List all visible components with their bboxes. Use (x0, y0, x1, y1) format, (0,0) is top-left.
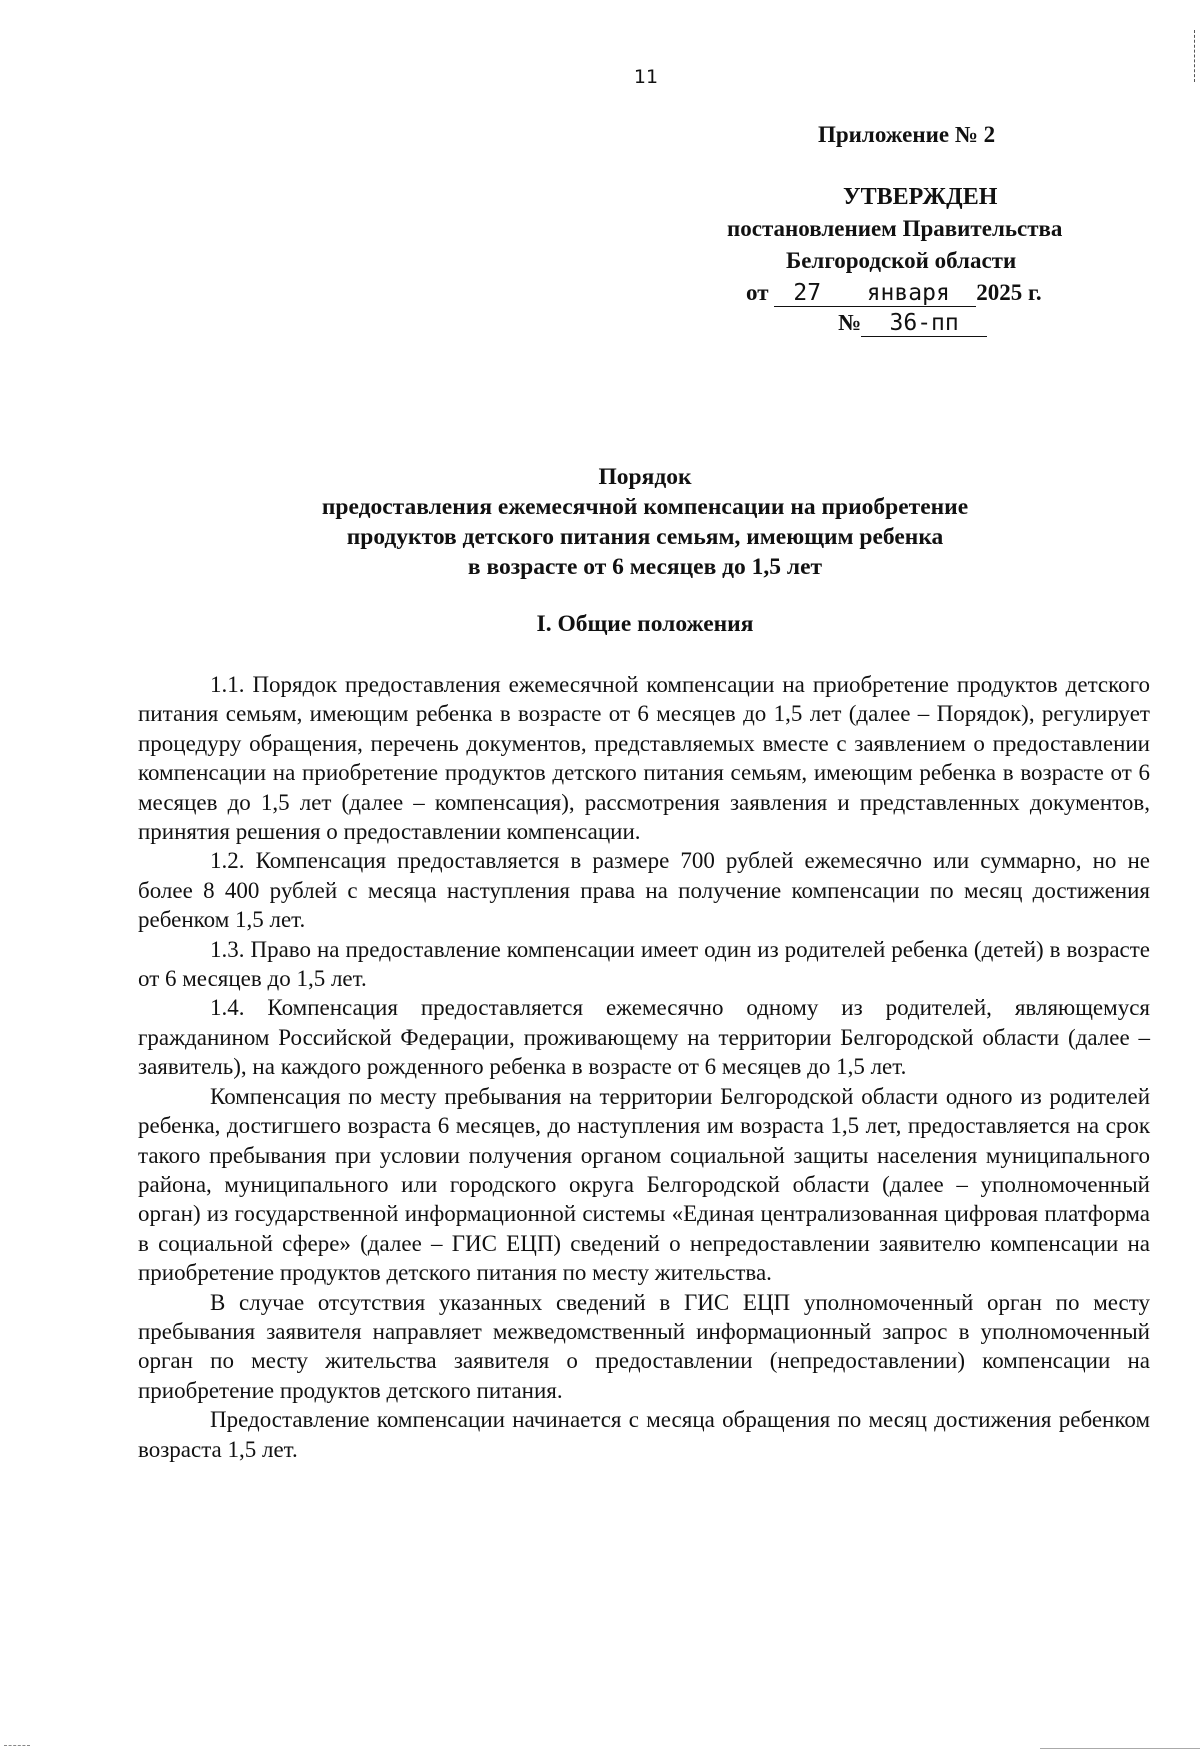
decree-number: 36-пп (861, 310, 987, 337)
paragraph-1-3: 1.3. Право на предоставление компенсации имеет один из родителей ребенка (детей) в возрасте от 6 месяцев до 1,5 лет. (138, 936, 1150, 992)
decree-date-line (746, 280, 1042, 307)
date-prefix: от (746, 280, 769, 305)
paragraph-1-4: 1.4. Компенсация предоставляется ежемесячно одному из родителей, являющемуся гражданином Российской Федерации, проживающему на территории Белгородской области (далее – заявитель), на каждого рожденного ребенка в возрасте от 6 месяцев до 1,5 лет. (138, 995, 1150, 1080)
body-text (138, 670, 1150, 1464)
paragraph-absence: В случае отсутствия указанных сведений в ГИС ЕЦП уполномоченный орган по месту пребывания заявителя направляет межведомственный информационный запрос в уполномоченный орган по месту жительства заявителя о предоставлении (непредоставлении) компенсации на приобретение продуктов детского питания. (138, 1289, 1150, 1403)
title-line-1: Порядок (598, 464, 692, 490)
document-title (120, 462, 1170, 582)
date-year: 2025 г. (976, 280, 1042, 305)
scan-bottom-mark (1040, 1748, 1200, 1749)
paragraph-1-1: 1.1. Порядок предоставления ежемесячной компенсации на приобретение продуктов детского питания семьям, имеющим ребенка в возрасте от 6 месяцев до 1,5 лет (далее – Порядок), регулирует процедуру обращения, перечень документов, представляемых вместе с заявлением о предоставлении компенсации на приобретение продуктов детского питания семьям, имеющим ребенка в возрасте от 6 месяцев до 1,5 лет (далее – компенсация), рассмотрения заявления и представленных документов, принятия решения о предоставлении компенсации. (138, 672, 1150, 845)
section-heading: I. Общие положения (536, 611, 754, 637)
paragraph-1-2: 1.2. Компенсация предоставляется в размере 700 рублей ежемесячно или суммарно, но не более 8 400 рублей с месяца наступления права на получение компенсации по месяц достижения ребенком 1,5 лет. (138, 848, 1150, 933)
number-prefix: № (838, 310, 862, 335)
title-line-2: предоставления ежемесячной компенсации на приобретение (321, 494, 969, 520)
decree-line: постановлением Правительства (727, 216, 1063, 241)
title-line-3: продуктов детского питания семьям, имеющим ребенка (346, 524, 944, 550)
date-day: 27 (774, 280, 840, 307)
paragraph-start: Предоставление компенсации начинается с месяца обращения по месяц достижения ребенком возраста 1,5 лет. (138, 1407, 1150, 1462)
date-month: января (840, 280, 976, 307)
region-line: Белгородской области (786, 248, 1017, 273)
page-number: 11 (633, 66, 659, 88)
title-line-4: в возрасте от 6 месяцев до 1,5 лет (467, 554, 823, 580)
decree-number-line (838, 310, 987, 337)
approved-label: УТВЕРЖДЕН (843, 184, 998, 210)
scan-corner-mark (4, 1745, 30, 1746)
appendix-label: Приложение № 2 (818, 122, 996, 147)
paragraph-residence: Компенсация по месту пребывания на территории Белгородской области одного из родителей ребенка, достигшего возраста 6 месяцев, до наступления им возраста 1,5 лет, предоставляется на срок такого пребывания при условии получения органом социальной защиты населения муниципального района, муниципального или городского округа Белгородской области (далее – уполномоченный орган) из государственной информационной системы «Единая централизованная цифровая платформа в социальной сфере» (далее – ГИС ЕЦП) сведений о непредоставлении заявителю компенсации на приобретение продуктов детского питания по месту жительства. (138, 1083, 1150, 1286)
scan-edge-mark (1194, 30, 1195, 82)
